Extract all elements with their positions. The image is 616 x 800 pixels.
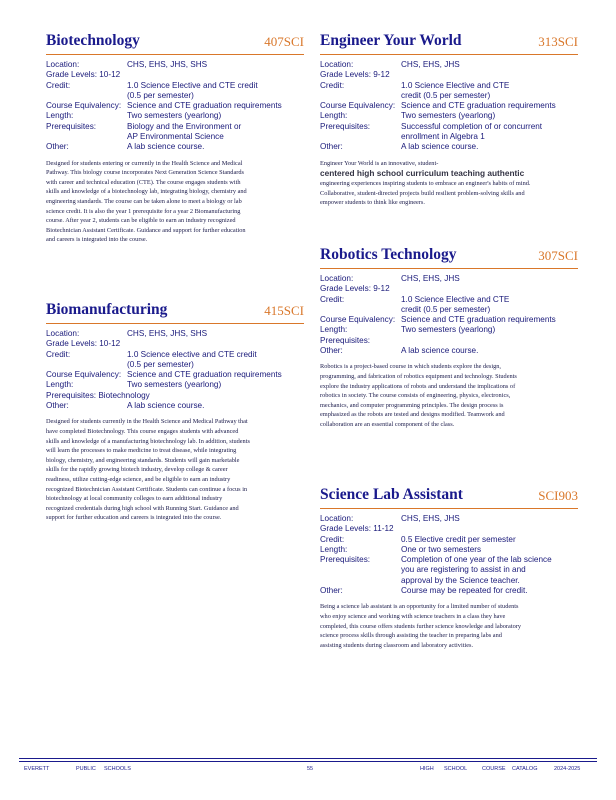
detail-value-line: 1.0 Science Elective and CTE credit	[127, 80, 258, 90]
detail-row	[320, 315, 578, 325]
footer-rule-top	[19, 758, 597, 759]
detail-value-line: you are registering to assist in and	[401, 565, 526, 575]
detail-label: Location:	[320, 274, 354, 283]
course-header	[46, 297, 304, 324]
course-description: Being a science lab assistant is an opportunity for a limited number of students who enjoy science and working with science teachers in a class they have completed, this course offers students further science knowledge and laboratory science process skills through assisting the teacher in preparing labs and assisting students during classroom and laboratory activities.	[320, 603, 521, 649]
detail-value	[127, 350, 304, 371]
detail-label: Other:	[320, 586, 343, 596]
detail-value	[401, 274, 578, 284]
detail-value-line: 1.0 Science Elective and CTE	[401, 80, 510, 90]
detail-value-line: (0.5 per semester)	[127, 359, 194, 369]
page-number: 55	[307, 766, 314, 772]
detail-row	[320, 101, 578, 111]
footer-word: SCHOOLS	[104, 766, 131, 772]
detail-value-line: Science and CTE graduation requirements	[401, 315, 556, 325]
detail-label: Other:	[320, 346, 343, 356]
detail-value-line: credit (0.5 per semester)	[401, 90, 491, 100]
course-details	[46, 329, 304, 411]
detail-row	[46, 350, 304, 371]
detail-value	[401, 586, 578, 596]
detail-value	[401, 545, 578, 555]
detail-value-line	[401, 336, 578, 346]
detail-label: Prerequisites: Biotechnology	[46, 390, 150, 400]
detail-label: Grade Levels: 9-12	[320, 70, 390, 80]
course-header	[320, 28, 578, 55]
course-biomanufacturing	[46, 297, 304, 523]
detail-label: Prerequisites:	[320, 121, 371, 131]
detail-value-line: Completion of one year of the lab science	[401, 555, 552, 565]
detail-row	[320, 514, 578, 524]
course-code: 313SCI	[538, 34, 578, 49]
course-details	[320, 274, 578, 356]
detail-value-line: AP Environmental Science	[127, 132, 224, 142]
detail-value	[127, 122, 304, 143]
detail-value	[401, 514, 578, 524]
detail-row	[320, 81, 578, 102]
detail-label: Credit:	[46, 349, 71, 359]
detail-row	[46, 60, 304, 70]
detail-label: Course Equivalency:	[320, 315, 396, 325]
detail-value-line: CHS, EHS, JHS, SHS	[127, 329, 208, 338]
detail-row	[46, 401, 304, 411]
detail-row	[320, 70, 578, 80]
detail-label: Location:	[320, 60, 354, 69]
course-science-lab-assistant	[320, 482, 578, 650]
detail-value-line: credit (0.5 per semester)	[401, 304, 491, 314]
description-body: engineering experiences inspiring students to embrace an engineer's habits of mind. Collaborative, student-directed projects build resilient problem-solving skills and empower students to think like engineers.	[320, 180, 531, 207]
detail-value-line: (0.5 per semester)	[127, 90, 194, 100]
detail-row	[320, 336, 578, 346]
detail-value-line: approval by the Science teacher.	[401, 575, 520, 585]
detail-row	[46, 142, 304, 152]
detail-row	[46, 370, 304, 380]
detail-label: Credit:	[320, 534, 345, 544]
detail-value-line: Science and CTE graduation requirements	[401, 101, 556, 111]
course-code: 307SCI	[538, 248, 578, 263]
footer-rule-bottom	[19, 761, 597, 762]
course-code: 407SCI	[264, 34, 304, 49]
detail-label: Grade Levels: 10-12	[46, 339, 121, 349]
detail-value-line: 0.5 Elective credit per semester	[401, 534, 516, 544]
course-title: Biotechnology	[46, 32, 140, 49]
detail-value-line: 1.0 Science elective and CTE credit	[127, 349, 257, 359]
detail-label: Length:	[320, 111, 348, 121]
detail-value-line: Two semesters (yearlong)	[401, 111, 496, 121]
detail-label: Prerequisites:	[46, 121, 97, 131]
course-description: Robotics is a project-based course in which students explore the design, programming, and fabrication of robotics equipment and technology. Students explore the industry applications of robots and understand the implications of robotics in society. The course consists of engineering, physics, electronics, mechanics, and computer programming principles. The design process is emphasized as the robots are tested and designs modified. Teamwork and collaboration are an essential component of the class.	[320, 363, 517, 428]
detail-label: Credit:	[320, 294, 345, 304]
detail-label: Credit:	[46, 80, 71, 90]
detail-label: Grade Levels: 10-12	[46, 70, 121, 80]
detail-label: Length:	[46, 380, 74, 390]
detail-value	[401, 295, 578, 316]
detail-value	[401, 535, 578, 545]
detail-value	[127, 329, 304, 339]
detail-label: Location:	[320, 514, 354, 523]
detail-value	[401, 101, 578, 111]
course-title: Robotics Technology	[320, 246, 457, 263]
detail-value-line: CHS, EHS, JHS	[401, 274, 460, 283]
detail-label: Grade Levels: 11-12	[320, 524, 394, 534]
course-header	[320, 242, 578, 269]
detail-value	[401, 60, 578, 70]
detail-value-line: Science and CTE graduation requirements	[127, 101, 282, 111]
detail-value-line: enrollment in Algebra 1	[401, 132, 485, 142]
detail-row	[320, 535, 578, 545]
detail-row	[46, 380, 304, 390]
detail-value	[120, 70, 304, 80]
detail-value-line: Successful completion of or concurrent	[401, 121, 543, 131]
course-code: SCI903	[538, 488, 578, 503]
detail-value-line: One or two semesters	[401, 544, 482, 554]
detail-row	[320, 325, 578, 335]
footer-word: CATALOG	[512, 766, 538, 772]
course-description	[320, 159, 540, 208]
detail-row	[320, 586, 578, 596]
detail-value-line: A lab science course.	[401, 346, 479, 356]
detail-value	[390, 70, 578, 80]
course-details	[320, 514, 578, 596]
detail-label: Course Equivalency:	[46, 101, 122, 111]
detail-label: Length:	[320, 544, 348, 554]
detail-value-line: Two semesters (yearlong)	[127, 380, 222, 390]
course-header	[320, 482, 578, 509]
detail-row	[320, 295, 578, 316]
detail-value	[401, 315, 578, 325]
detail-value	[401, 111, 578, 121]
detail-value	[394, 524, 578, 534]
detail-value	[401, 555, 578, 586]
detail-value	[127, 81, 304, 102]
detail-value-line: A lab science course.	[127, 142, 205, 152]
detail-label: Location:	[46, 60, 80, 69]
detail-value	[127, 370, 304, 380]
detail-value	[401, 346, 578, 356]
detail-value	[127, 142, 304, 152]
detail-label: Other:	[320, 142, 343, 152]
detail-row	[320, 545, 578, 555]
detail-label: Other:	[46, 401, 69, 411]
detail-row	[46, 391, 304, 401]
detail-row	[320, 142, 578, 152]
description-intro: Engineer Your World is an innovative, student-	[320, 159, 439, 167]
footer-word: HIGH	[420, 766, 434, 772]
detail-row	[46, 81, 304, 102]
detail-label: Course Equivalency:	[320, 101, 396, 111]
detail-value-line: Two semesters (yearlong)	[127, 111, 222, 121]
detail-label: Credit:	[320, 80, 345, 90]
detail-label: Location:	[46, 329, 80, 338]
detail-value	[127, 60, 304, 70]
course-header	[46, 28, 304, 55]
detail-value-line: Science and CTE graduation requirements	[127, 370, 282, 380]
footer-word: PUBLIC	[76, 766, 96, 772]
course-title: Engineer Your World	[320, 32, 462, 49]
detail-label: Course Equivalency:	[46, 370, 122, 380]
detail-row	[46, 101, 304, 111]
detail-label: Other:	[46, 142, 69, 152]
detail-value	[150, 391, 304, 401]
footer-word: COURSE	[482, 766, 506, 772]
detail-value-line: Course may be repeated for credit.	[401, 586, 528, 596]
detail-label: Length:	[320, 325, 348, 335]
detail-row	[320, 346, 578, 356]
course-title: Biomanufacturing	[46, 301, 168, 318]
footer-word: 2024-2025	[554, 766, 581, 772]
detail-label: Grade Levels: 9-12	[320, 284, 390, 294]
detail-value-line: CHS, EHS, JHS	[401, 514, 460, 523]
detail-label: Length:	[46, 111, 74, 121]
course-engineer-your-world	[320, 28, 578, 208]
detail-value	[401, 142, 578, 152]
detail-value-line: A lab science course.	[401, 142, 479, 152]
detail-value-line: CHS, EHS, JHS, SHS	[127, 60, 208, 69]
detail-row	[320, 284, 578, 294]
detail-value-line: CHS, EHS, JHS	[401, 60, 460, 69]
detail-value	[401, 81, 578, 102]
detail-value	[127, 101, 304, 111]
detail-row	[320, 274, 578, 284]
detail-value-line: Biology and the Environment or	[127, 121, 242, 131]
course-details	[46, 60, 304, 153]
course-biotechnology	[46, 28, 304, 245]
course-title: Science Lab Assistant	[320, 486, 463, 503]
description-highlight: centered high school curriculum teaching authentic	[320, 168, 525, 179]
detail-value	[401, 336, 578, 346]
detail-row	[320, 555, 578, 586]
detail-value	[127, 401, 304, 411]
detail-row	[320, 60, 578, 70]
detail-row	[46, 329, 304, 339]
detail-row	[46, 70, 304, 80]
course-robotics-technology	[320, 242, 578, 430]
detail-value-line: 1.0 Science Elective and CTE	[401, 294, 510, 304]
course-description: Designed for students currently in the Health Science and Medical Pathway that have completed Biotechnology. This course engages students with advanced skills and knowledge of a manufacturing biotechnology lab. In addition, students will learn the processes to make medicine to treat disease, while integrating biology, chemistry, and engineering standards. Students will gain marketable skills for the rapidly growing biotech industry, develop college & career readiness, utilize cutting-edge science, and be eligible to earn an industry recognized Biotechnician Assistant Certificate. Students can continue a focus in biotechnology at local community colleges to earn additional industry recognized credentials during high school with Running Start. Guidance and support for further education and careers is integrated into the course.	[46, 418, 250, 522]
detail-label: Prerequisites:	[320, 335, 371, 345]
detail-value	[127, 111, 304, 121]
detail-row	[46, 122, 304, 143]
footer-word: SCHOOL	[444, 766, 468, 772]
course-description: Designed for students entering or currently in the Health Science and Medical Pathway. This biology course incorporates Next Generation Science Standards with career and technical education (CTE). The course engages students with skills and knowledge of a biotechnology lab, integrating biology, chemistry and engineering standards. The course can be taken alone to meet a biology or lab science credit. It is also the year 1 prerequisite for a year 2 Biomanufacturing course. After year 2, students can be eligible to earn an industry recognized Biotechnician Assistant Certificate. Guidance and support for further education and careers is integrated into the course.	[46, 159, 247, 244]
detail-value-line: Two semesters (yearlong)	[401, 325, 496, 335]
course-code: 415SCI	[264, 303, 304, 318]
detail-row	[320, 122, 578, 143]
detail-value-line: A lab science course.	[127, 401, 205, 411]
detail-value	[127, 380, 304, 390]
course-details	[320, 60, 578, 153]
detail-row	[320, 111, 578, 121]
detail-value	[401, 325, 578, 335]
detail-value	[120, 339, 304, 349]
detail-value	[390, 284, 578, 294]
detail-label: Prerequisites:	[320, 555, 371, 565]
detail-row	[46, 111, 304, 121]
detail-value	[401, 122, 578, 143]
detail-row	[320, 524, 578, 534]
footer-word: EVERETT	[24, 766, 50, 772]
detail-row	[46, 339, 304, 349]
